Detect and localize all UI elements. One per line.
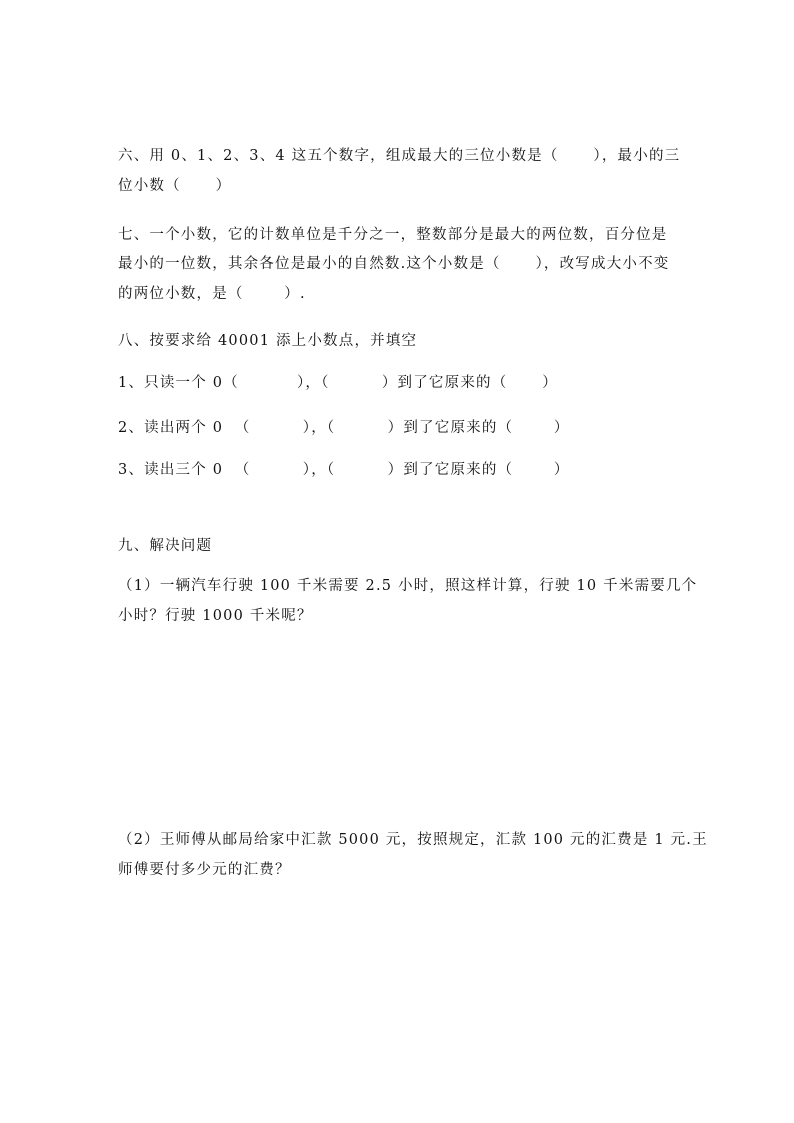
section-8-item-1: 1、只读一个 0（ ），（ ）到了它原来的（ ）: [118, 375, 558, 391]
section-9-title: 九、解决问题: [118, 538, 213, 554]
section-7-line-1: 七、一个小数，它的计数单位是千分之一，整数部分是最大的两位数，百分位是: [118, 227, 668, 243]
section-6-line-2: 位小数（ ）: [118, 178, 232, 194]
question-2-line-1: （2）王师傅从邮局给家中汇款 5000 元，按照规定，汇款 100 元的汇费是 1 元.王: [118, 832, 708, 848]
section-8-title: 八、按要求给 40001 添上小数点，并填空: [118, 333, 418, 349]
section-6-line-1: 六、用 0、1、2、3、4 这五个数字，组成最大的三位小数是（ ），最小的三: [118, 148, 681, 164]
section-7-line-3: 的两位小数，是（ ）.: [118, 286, 306, 302]
question-2-line-2: 师傅要付多少元的汇费？: [118, 862, 291, 878]
question-1-line-2: 小时？行驶 1000 千米呢？: [118, 608, 313, 624]
section-8-item-3: 3、读出三个 0 （ ），（ ）到了它原来的（ ）: [118, 462, 570, 478]
question-1-line-1: （1）一辆汽车行驶 100 千米需要 2.5 小时，照这样计算，行驶 10 千米需要几个: [118, 578, 698, 594]
section-7-line-2: 最小的一位数，其余各位是最小的自然数.这个小数是（ ），改写成大小不变: [118, 256, 670, 272]
section-8-item-2: 2、读出两个 0 （ ），（ ）到了它原来的（ ）: [118, 420, 570, 436]
